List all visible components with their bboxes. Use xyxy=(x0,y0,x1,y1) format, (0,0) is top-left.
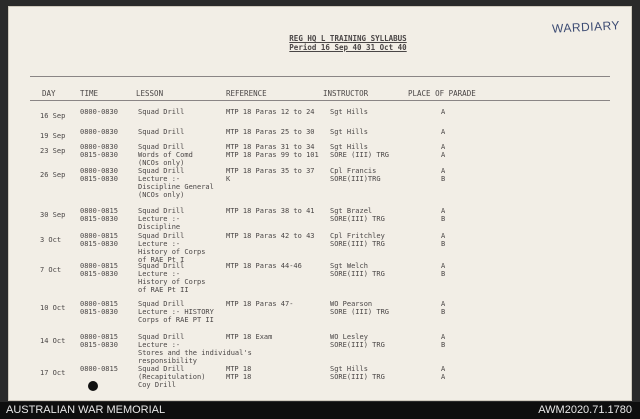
row-place: A xyxy=(441,108,446,116)
row-place: B xyxy=(441,175,446,183)
row-lesson: Lecture :- xyxy=(138,175,181,183)
row-time: 0800-0815 xyxy=(80,365,118,373)
row-time: 0800-0815 xyxy=(80,232,118,240)
row-lesson: Stores and the individual's xyxy=(138,349,252,357)
row-lesson: Squad Drill xyxy=(138,333,185,341)
row-reference: MTP 18 Exam xyxy=(226,333,273,341)
row-place: A xyxy=(441,143,446,151)
row-day: 16 Sep xyxy=(40,112,66,120)
title-line-1: REG HQ L TRAINING SYLLABUS xyxy=(289,34,407,43)
row-lesson: (NCOs only) xyxy=(138,191,185,199)
footer-accession: AWM2020.71.1780 xyxy=(538,404,632,416)
row-reference: MTP 18 Paras 42 to 43 xyxy=(226,232,315,240)
row-lesson: Squad Drill xyxy=(138,143,185,151)
row-time: 0815-0830 xyxy=(80,270,118,278)
row-instructor: SORE(III) TRG xyxy=(330,240,385,248)
row-place: A xyxy=(441,365,446,373)
row-instructor: SORE (III) TRG xyxy=(330,308,390,316)
row-time: 0815-0830 xyxy=(80,175,118,183)
row-instructor: SORE (III) TRG xyxy=(330,151,390,159)
row-place: B xyxy=(441,270,446,278)
row-reference: MTP 18 Paras 38 to 41 xyxy=(226,207,315,215)
row-lesson: Squad Drill xyxy=(138,167,185,175)
row-reference: MTP 18 xyxy=(226,373,252,381)
row-instructor: Cpl Francis xyxy=(330,167,377,175)
row-time: 0800-0830 xyxy=(80,108,118,116)
row-instructor: Sgt Hills xyxy=(330,108,368,116)
row-instructor: Sgt Hills xyxy=(330,128,368,136)
row-day: 7 Oct xyxy=(40,266,62,274)
row-time: 0815-0830 xyxy=(80,215,118,223)
row-instructor: Sgt Welch xyxy=(330,262,368,270)
row-time: 0815-0830 xyxy=(80,240,118,248)
row-time: 0800-0830 xyxy=(80,143,118,151)
row-reference: MTP 18 Paras 31 to 34 xyxy=(226,143,315,151)
row-day: 26 Sep xyxy=(40,171,66,179)
document-page xyxy=(8,6,632,401)
row-place: B xyxy=(441,215,446,223)
row-day: 23 Sep xyxy=(40,147,66,155)
row-instructor: SORE(III)TRG xyxy=(330,175,381,183)
row-day: 14 Oct xyxy=(40,337,66,345)
row-lesson: Lecture :- xyxy=(138,215,181,223)
syllabus-title xyxy=(263,34,433,52)
col-header-place: PLACE OF PARADE xyxy=(408,89,476,98)
row-instructor: WO Lesley xyxy=(330,333,368,341)
row-place: A xyxy=(441,300,446,308)
row-lesson: Squad Drill xyxy=(138,128,185,136)
row-lesson: of RAE Pt II xyxy=(138,286,189,294)
row-instructor: SORE(III) TRG xyxy=(330,373,385,381)
row-lesson: Lecture :- xyxy=(138,270,181,278)
row-instructor: Sgt Brazel xyxy=(330,207,373,215)
row-place: A xyxy=(441,333,446,341)
row-lesson: Discipline General xyxy=(138,183,214,191)
row-time: 0815-0830 xyxy=(80,308,118,316)
row-instructor: WO Pearson xyxy=(330,300,373,308)
row-lesson: Corps of RAE PT II xyxy=(138,316,214,324)
row-lesson: Squad Drill xyxy=(138,207,185,215)
row-lesson: Coy Drill xyxy=(138,381,176,389)
row-place: B xyxy=(441,308,446,316)
row-lesson: (NCOs only) xyxy=(138,159,185,167)
row-time: 0800-0815 xyxy=(80,207,118,215)
footer-source: AUSTRALIAN WAR MEMORIAL xyxy=(6,404,166,416)
row-lesson: History of Corps xyxy=(138,278,206,286)
row-lesson: Discipline xyxy=(138,223,181,231)
row-reference: MTP 18 Paras 99 to 101 xyxy=(226,151,319,159)
row-instructor: Sgt Hills xyxy=(330,143,368,151)
row-reference: K xyxy=(226,175,231,183)
row-day: 3 Oct xyxy=(40,236,62,244)
row-day: 30 Sep xyxy=(40,211,66,219)
title-line-2: Period 16 Sep 40 31 Oct 40 xyxy=(289,43,407,52)
row-reference: MTP 18 Paras 35 to 37 xyxy=(226,167,315,175)
row-time: 0800-0815 xyxy=(80,300,118,308)
row-time: 0800-0830 xyxy=(80,128,118,136)
row-lesson: of RAE Pt I xyxy=(138,256,185,264)
col-header-reference: REFERENCE xyxy=(226,89,267,98)
row-place: A xyxy=(441,128,446,136)
row-lesson: Lecture :- HISTORY xyxy=(138,308,214,316)
row-time: 0800-0815 xyxy=(80,333,118,341)
row-instructor: Cpl Fritchley xyxy=(330,232,385,240)
row-place: A xyxy=(441,207,446,215)
row-lesson: Squad Drill xyxy=(138,232,185,240)
col-header-time: TIME xyxy=(80,89,99,98)
row-place: A xyxy=(441,167,446,175)
header-bottom-rule xyxy=(30,100,610,101)
row-place: A xyxy=(441,151,446,159)
row-lesson: Lecture :- xyxy=(138,341,181,349)
row-instructor: SORE(III) TRG xyxy=(330,215,385,223)
row-lesson: Squad Drill xyxy=(138,108,185,116)
row-day: 17 Oct xyxy=(40,369,66,377)
row-lesson: History of Corps xyxy=(138,248,206,256)
row-reference: MTP 18 Paras 47- xyxy=(226,300,294,308)
row-time: 0800-0830 xyxy=(80,167,118,175)
row-place: B xyxy=(441,341,446,349)
row-time: 0815-0830 xyxy=(80,341,118,349)
row-lesson: (Recapitulation) xyxy=(138,373,206,381)
row-reference: MTP 18 Paras 25 to 30 xyxy=(226,128,315,136)
row-reference: MTP 18 Paras 44-46 xyxy=(226,262,302,270)
row-lesson: Lecture :- xyxy=(138,240,181,248)
row-place: A xyxy=(441,262,446,270)
col-header-instructor: INSTRUCTOR xyxy=(323,89,369,98)
col-header-day: DAY xyxy=(42,89,56,98)
row-lesson: Squad Drill xyxy=(138,262,185,270)
row-reference: MTP 18 Paras 12 to 24 xyxy=(226,108,315,116)
header-top-rule xyxy=(30,76,610,77)
row-place: A xyxy=(441,373,446,381)
row-instructor: Sgt Hills xyxy=(330,365,368,373)
row-day: 19 Sep xyxy=(40,132,66,140)
row-lesson: responsibility xyxy=(138,357,198,365)
row-time: 0815-0830 xyxy=(80,151,118,159)
col-header-lesson: LESSON xyxy=(136,89,164,98)
war-diary-stamp: WARDIARY xyxy=(551,18,621,36)
row-reference: MTP 18 xyxy=(226,365,252,373)
row-place: B xyxy=(441,240,446,248)
row-instructor: SORE(III) TRG xyxy=(330,341,385,349)
row-lesson: Squad Drill xyxy=(138,300,185,308)
archive-footer xyxy=(0,402,640,419)
row-day: 10 Oct xyxy=(40,304,66,312)
row-time: 0800-0815 xyxy=(80,262,118,270)
row-place: A xyxy=(441,232,446,240)
row-lesson: Squad Drill xyxy=(138,365,185,373)
row-lesson: Words of Comd xyxy=(138,151,193,159)
punch-hole xyxy=(88,381,98,391)
row-instructor: SORE(III) TRG xyxy=(330,270,385,278)
